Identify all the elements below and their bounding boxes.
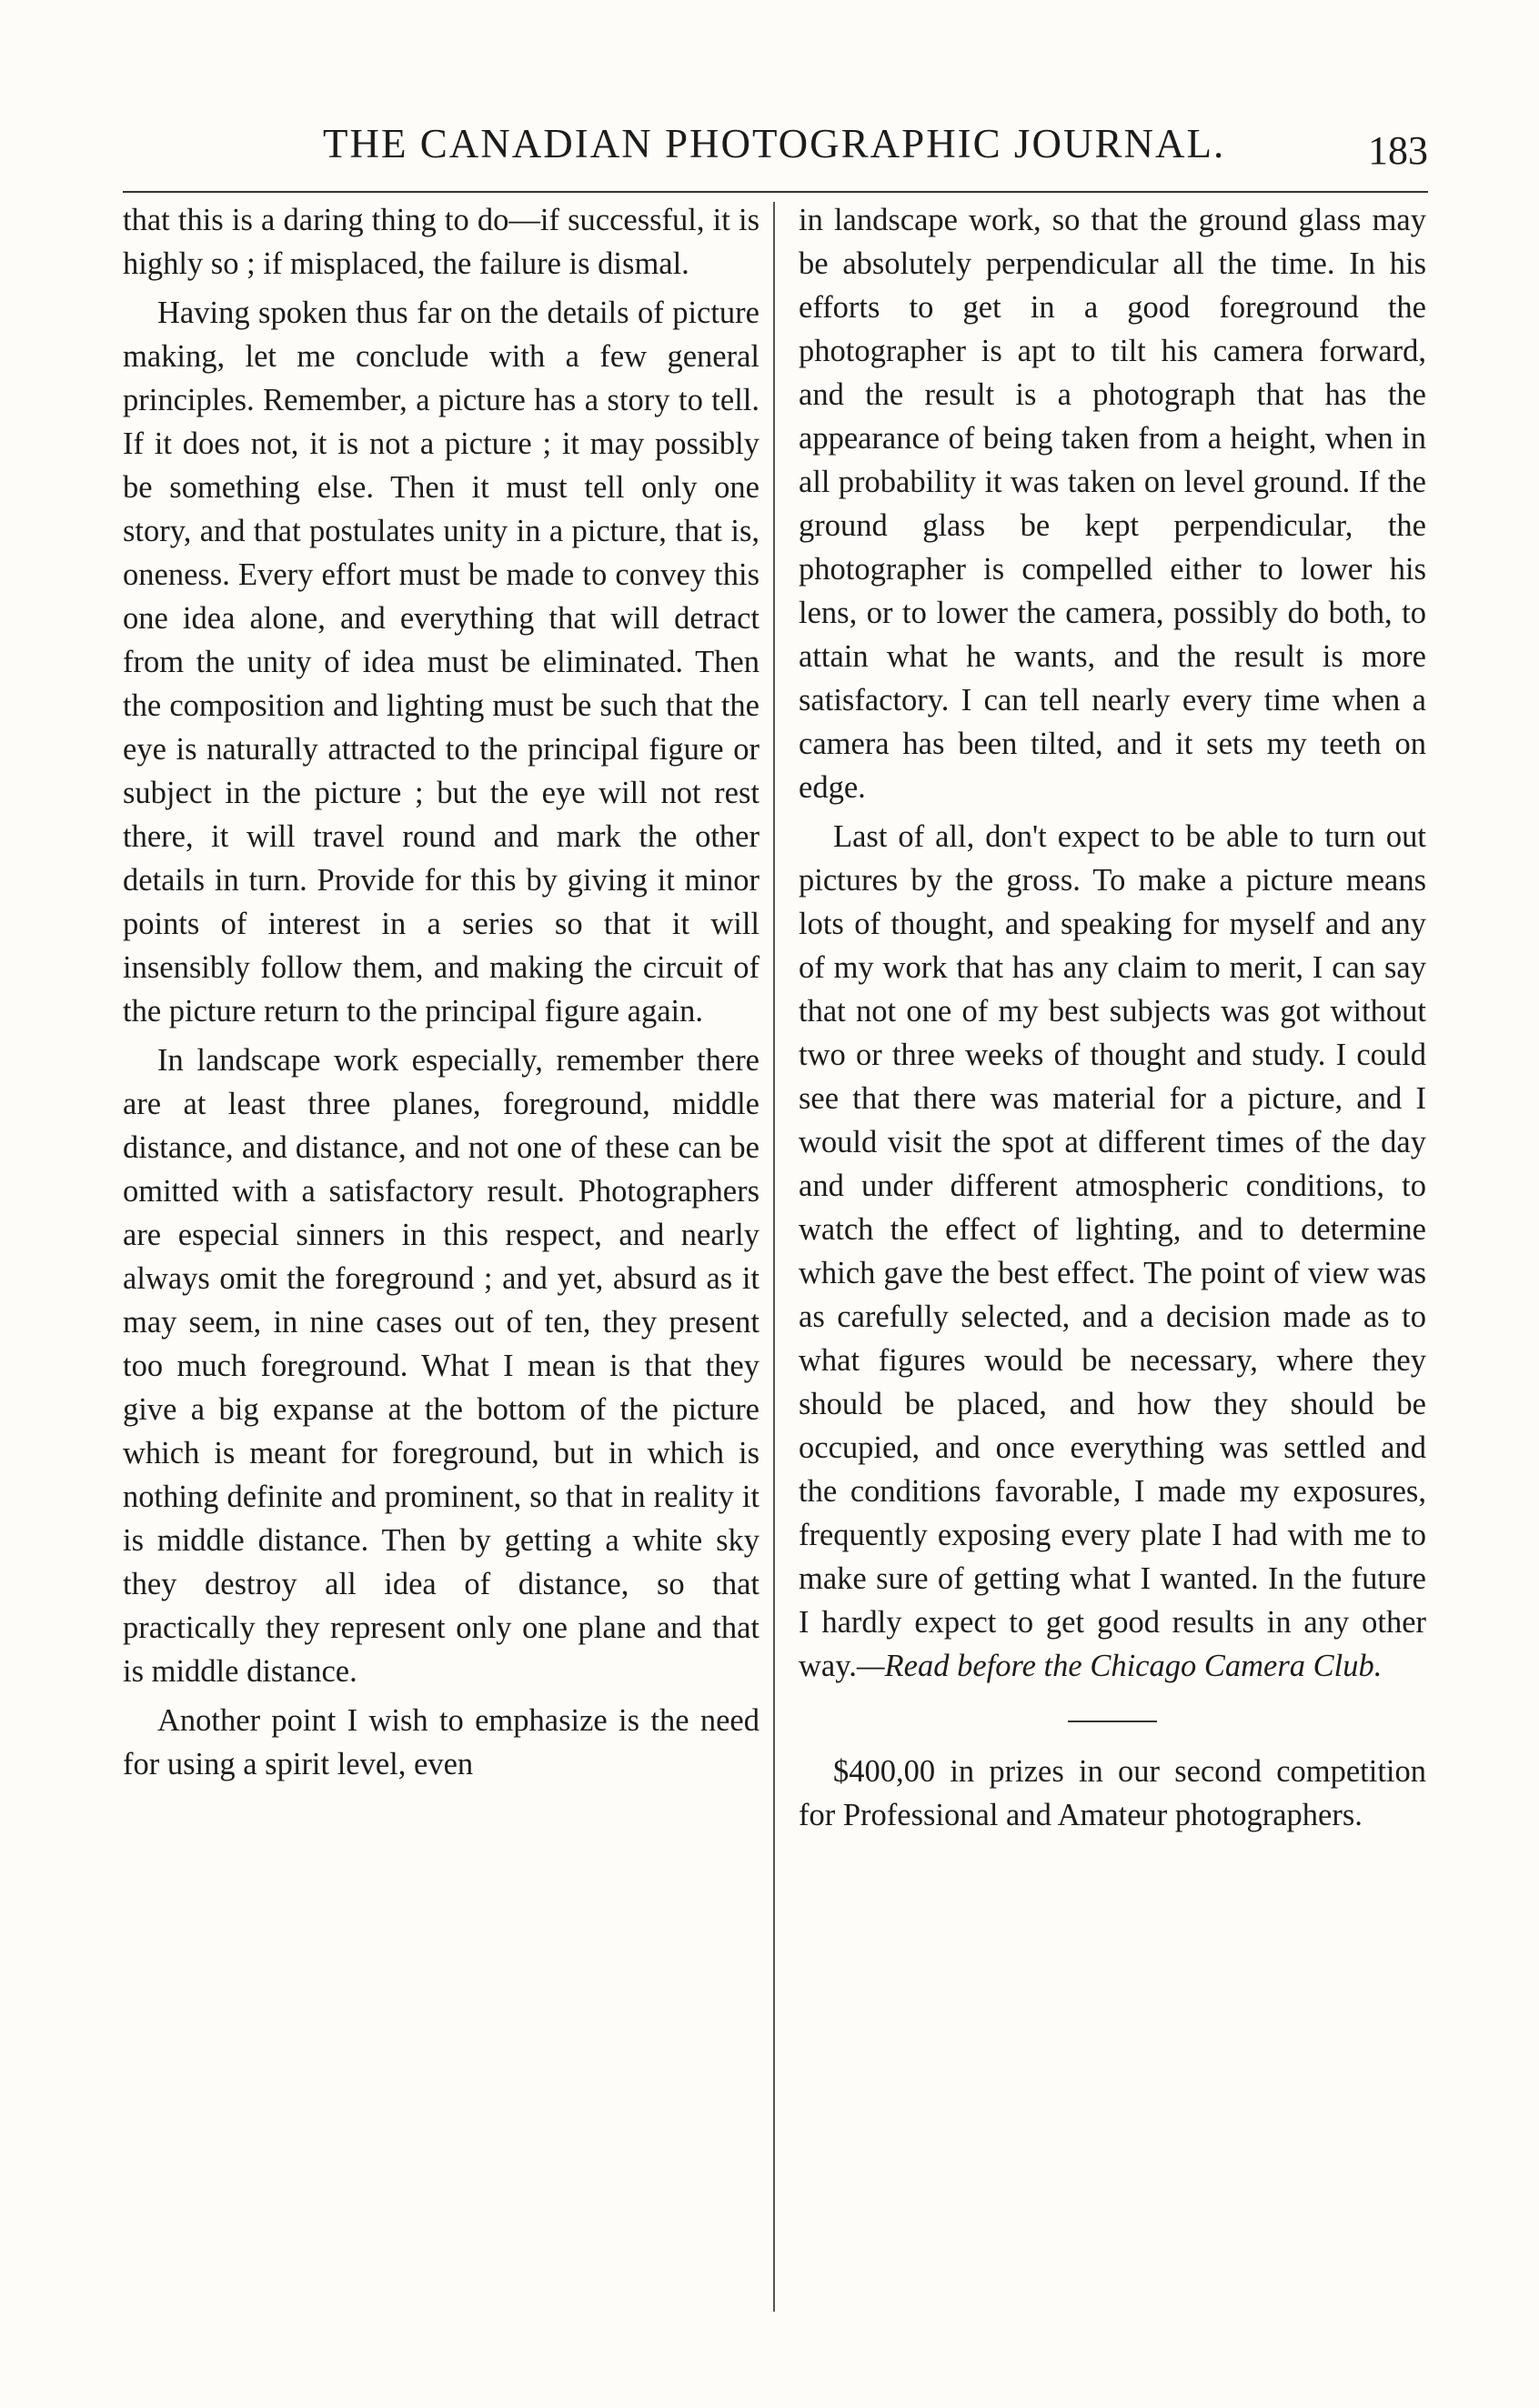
left-column xyxy=(123,198,759,1786)
journal-title: THE CANADIAN PHOTOGRAPHIC JOURNAL. xyxy=(323,121,1226,166)
paragraph: Another point I wish to emphasize is the need for using a spirit level, even xyxy=(123,1703,759,1781)
paragraph: that this is a daring thing to do—if successful, it is highly so ; if misplaced, the failure is dismal. xyxy=(123,203,759,281)
right-column xyxy=(799,198,1426,1837)
header-rule xyxy=(123,191,1428,193)
paragraph: in landscape work, so that the ground glass may be absolutely perpendicular all the time. In his efforts to get in a good foreground the photographer is apt to tilt his camera forward, and the result is a photograph that has the appearance of being taken from a height, when in all probability it was taken on level ground. If the ground glass be kept perpendicular, the photographer is compelled either to lower his lens, or to lower the camera, possibly do both, to attain what he wants, and the result is more satisfactory. I can tell nearly every time when a camera has been tilted, and it sets my teeth on edge. xyxy=(799,203,1426,805)
paragraph: In landscape work especially, remember there are at least three planes, foreground, middle distance, and distance, and not one of these can be omitted with a satisfactory result. Photographers are especial sinners in this respect, and nearly always omit the foreground ; and yet, absurd as it may seem, in nine cases out of ten, they present too much foreground. What I mean is that they give a big expanse at the bottom of the picture which is meant for foreground, but in which is nothing definite and prominent, so that in reality it is middle distance. Then by getting a white sky they destroy all idea of distance, so that practically they represent only one plane and that is middle distance. xyxy=(123,1043,759,1689)
paragraph-text: Last of all, don't expect to be able to turn out pictures by the gross. To make a picture means lots of thought, and speaking for myself and any of my work that has any claim to merit, I can say that not one of my best subjects was got without two or three weeks of thought and study. I could see that there was material for a picture, and I would visit the spot at different times of the day and under different atmospheric conditions, to watch the effect of lighting, and to determine which gave the best effect. The point of view was as carefully selected, and a decision made as to what figures would be necessary, where they should be placed, and how they should be occupied, and once everything was settled and the conditions favorable, I made my exposures, frequently exposing every plate I had with me to make sure of getting what I wanted. In the future I hardly expect to get good results in any other way. xyxy=(799,819,1426,1683)
section-separator xyxy=(1068,1721,1157,1722)
prize-notice: $400,00 in prizes in our second competition for Professional and Amateur photographers. xyxy=(799,1754,1426,1832)
column-divider xyxy=(773,202,775,2312)
source-citation: —Read before the Chicago Camera Club. xyxy=(856,1649,1383,1683)
page-header xyxy=(118,107,1428,180)
paragraph: Having spoken thus far on the details of picture making, let me conclude with a few general principles. Remember, a picture has a story to tell. If it does not, it is not a picture ; it may possibly be something else. Then it must tell only one story, and that postulates unity in a picture, that is, oneness. Every effort must be made to convey this one idea alone, and everything that will detract from the unity of idea must be eliminated. Then the composition and lighting must be such that the eye is naturally attracted to the principal figure or subject in the picture ; but the eye will not rest there, it will travel round and mark the other details in turn. Provide for this by giving it minor points of interest in a series so that it will insensibly follow them, and making the circuit of the picture return to the principal figure again. xyxy=(123,296,759,1028)
paragraph xyxy=(799,815,1426,1688)
page-number: 183 xyxy=(1368,128,1428,173)
